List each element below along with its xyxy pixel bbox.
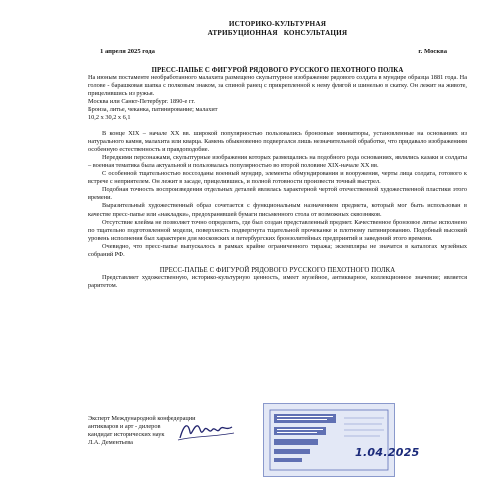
item-dimensions: 10,2 х 30,2 х 6,1	[88, 114, 131, 122]
handwritten-signature	[176, 418, 236, 444]
item-description: На июным постаменте необработанного малахита размещено скульптурное изображение рядового солдата в мундире образца 1881 года. На голове - барашковая шапка с полковым знаком, за спиной ранец с прикрепленной к нему флягой и шинелью в скатку. Он лежит на животе, прицелившись из ружья.	[88, 74, 467, 98]
document-city: г. Москва	[418, 48, 447, 55]
item-origin: Москва или Санкт-Петербург. 1890-е гг.	[88, 98, 195, 106]
body-paragraph-2: Нередкими персонажами, скульптурные изображения которых размещались на подобного рода основаниях, являлись казаки и солдаты – военная тематика была актуальной и пользовалась популярностью во второй половине XIX-начале XX вв.	[88, 153, 467, 169]
body-paragraph-1: В конце XIX – начале XX вв. широкой популярностью пользовались бронзовые миниатюры, установленные на основаниях из натурального камня, малахита или кварца. Камень обыкновенно подвергался лишь незначительной обработке, что придавало изображениям особенную естественность и правдоподобие.	[88, 129, 467, 153]
signer-line-2: антикваров и арт - дилеров	[88, 423, 161, 431]
signer-line-3: кандидат исторических наук	[88, 431, 165, 439]
stamp-graphic	[264, 404, 394, 476]
body-paragraph-7: Очевидно, что пресс-папье выпускалось в рамках крайне ограниченного тиража; экземпляры не значатся в каталогах музейных собраний РФ.	[88, 242, 467, 258]
document-heading	[88, 20, 467, 38]
item-title: ПРЕСС-ПАПЬЕ С ФИГУРОЙ РЯДОВОГО РУССКОГО ПЕХОТНОГО ПОЛКА	[151, 67, 404, 74]
dateline	[88, 48, 467, 55]
signer-line-1: Эксперт Международной конфедерации	[88, 415, 196, 422]
heading-line-1: ИСТОРИКО-КУЛЬТУРНАЯ	[228, 20, 327, 28]
signer-line-4: Л.А. Дементьева	[88, 439, 133, 447]
body-paragraph-5: Выразительный художественный образ сочетается с функциональным назначением предмета, который мог быть использован в качестве пресс-папье или «накладки», предохранявшей бумаги письменного стола от возможных сквозняков.	[88, 202, 467, 218]
body-paragraph-4: Подобная точность воспроизведения отдельных деталей являлась характерной чертой отечественной художественной пластики этого времени.	[88, 186, 467, 202]
body-paragraph-6: Отсутствие клейма не позволяет точно определить, где был создан представленный предмет. Качественное бронзовое литье исполнено по тщательно подготовленной модели, поверхность подвергнута тщательной прочеканке и плотному патинированию. Подобный высокий уровень исполнения был характерен для московских и петербургских бронзолитейных предприятий и заведений этого времени.	[88, 218, 467, 242]
official-stamp	[263, 403, 395, 477]
conclusion-text: Представляет художественную, историко-культурную ценность, имеет музейное, антикварное, коллекционное значение; является раритетом.	[88, 274, 467, 290]
conclusion-title: ПРЕСС-ПАПЬЕ С ФИГУРОЙ РЯДОВОГО РУССКОГО ПЕХОТНОГО ПОЛКА	[159, 267, 396, 275]
stamp-date: 1.04.2025	[355, 446, 420, 459]
heading-line-2: АТРИБУЦИОННАЯ КОНСУЛЬТАЦИЯ	[207, 29, 348, 37]
document-date: 1 апреля 2025 года	[100, 48, 155, 55]
body-paragraph-3: С особенной тщательностью воссозданы военный мундир, элементы обмундирования и вооружения, черты лица солдата, готового к встрече с неприятелем. Он лежит в засаде, прицелившись, и полной готовности произвести точный выстрел.	[88, 170, 467, 186]
item-materials: Бронза, литье, чеканка, патинирование; малахит	[88, 106, 218, 114]
